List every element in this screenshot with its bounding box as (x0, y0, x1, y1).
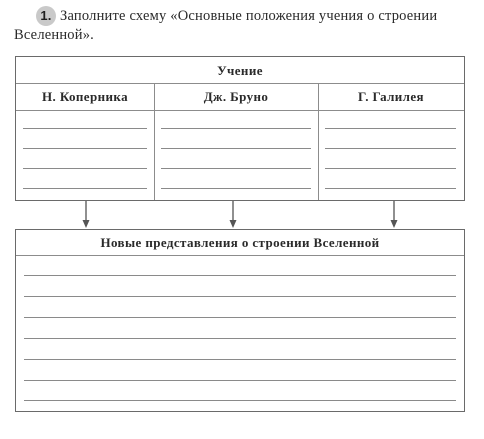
writing-line[interactable] (23, 128, 147, 129)
task-number-badge: 1. (36, 6, 56, 26)
new-views-table (15, 229, 465, 412)
writing-line[interactable] (24, 359, 456, 360)
writing-line[interactable] (24, 400, 456, 401)
writing-line[interactable] (161, 148, 311, 149)
writing-line[interactable] (325, 128, 456, 129)
arrow-down-icon (388, 201, 400, 229)
writing-line[interactable] (161, 128, 311, 129)
writing-line[interactable] (325, 188, 456, 189)
column-bruno: Дж. Бруно (203, 89, 269, 104)
writing-line[interactable] (24, 380, 456, 381)
column-copernicus: Н. Коперника (42, 89, 128, 104)
writing-line[interactable] (24, 338, 456, 339)
column-divider (154, 83, 155, 200)
writing-line[interactable] (24, 275, 456, 276)
writing-line[interactable] (161, 188, 311, 189)
writing-line[interactable] (161, 168, 311, 169)
writing-line[interactable] (325, 168, 456, 169)
teaching-table-title: Учение (217, 63, 263, 78)
writing-line[interactable] (23, 188, 147, 189)
arrow-down-icon (227, 201, 239, 229)
teaching-table (15, 56, 465, 201)
writing-line[interactable] (24, 317, 456, 318)
column-divider (318, 83, 319, 200)
writing-line[interactable] (325, 148, 456, 149)
teaching-table-header (16, 83, 464, 111)
writing-line[interactable] (24, 296, 456, 297)
writing-line[interactable] (23, 168, 147, 169)
task-text: Заполните схему «Основные положения учения о строении Вселенной». (14, 8, 438, 43)
task-instruction (14, 6, 474, 45)
arrow-down-icon (80, 201, 92, 229)
writing-line[interactable] (23, 148, 147, 149)
new-views-table-title: Новые представления о строении Вселенной (16, 230, 464, 256)
column-galileo: Г. Галилея (358, 89, 424, 104)
